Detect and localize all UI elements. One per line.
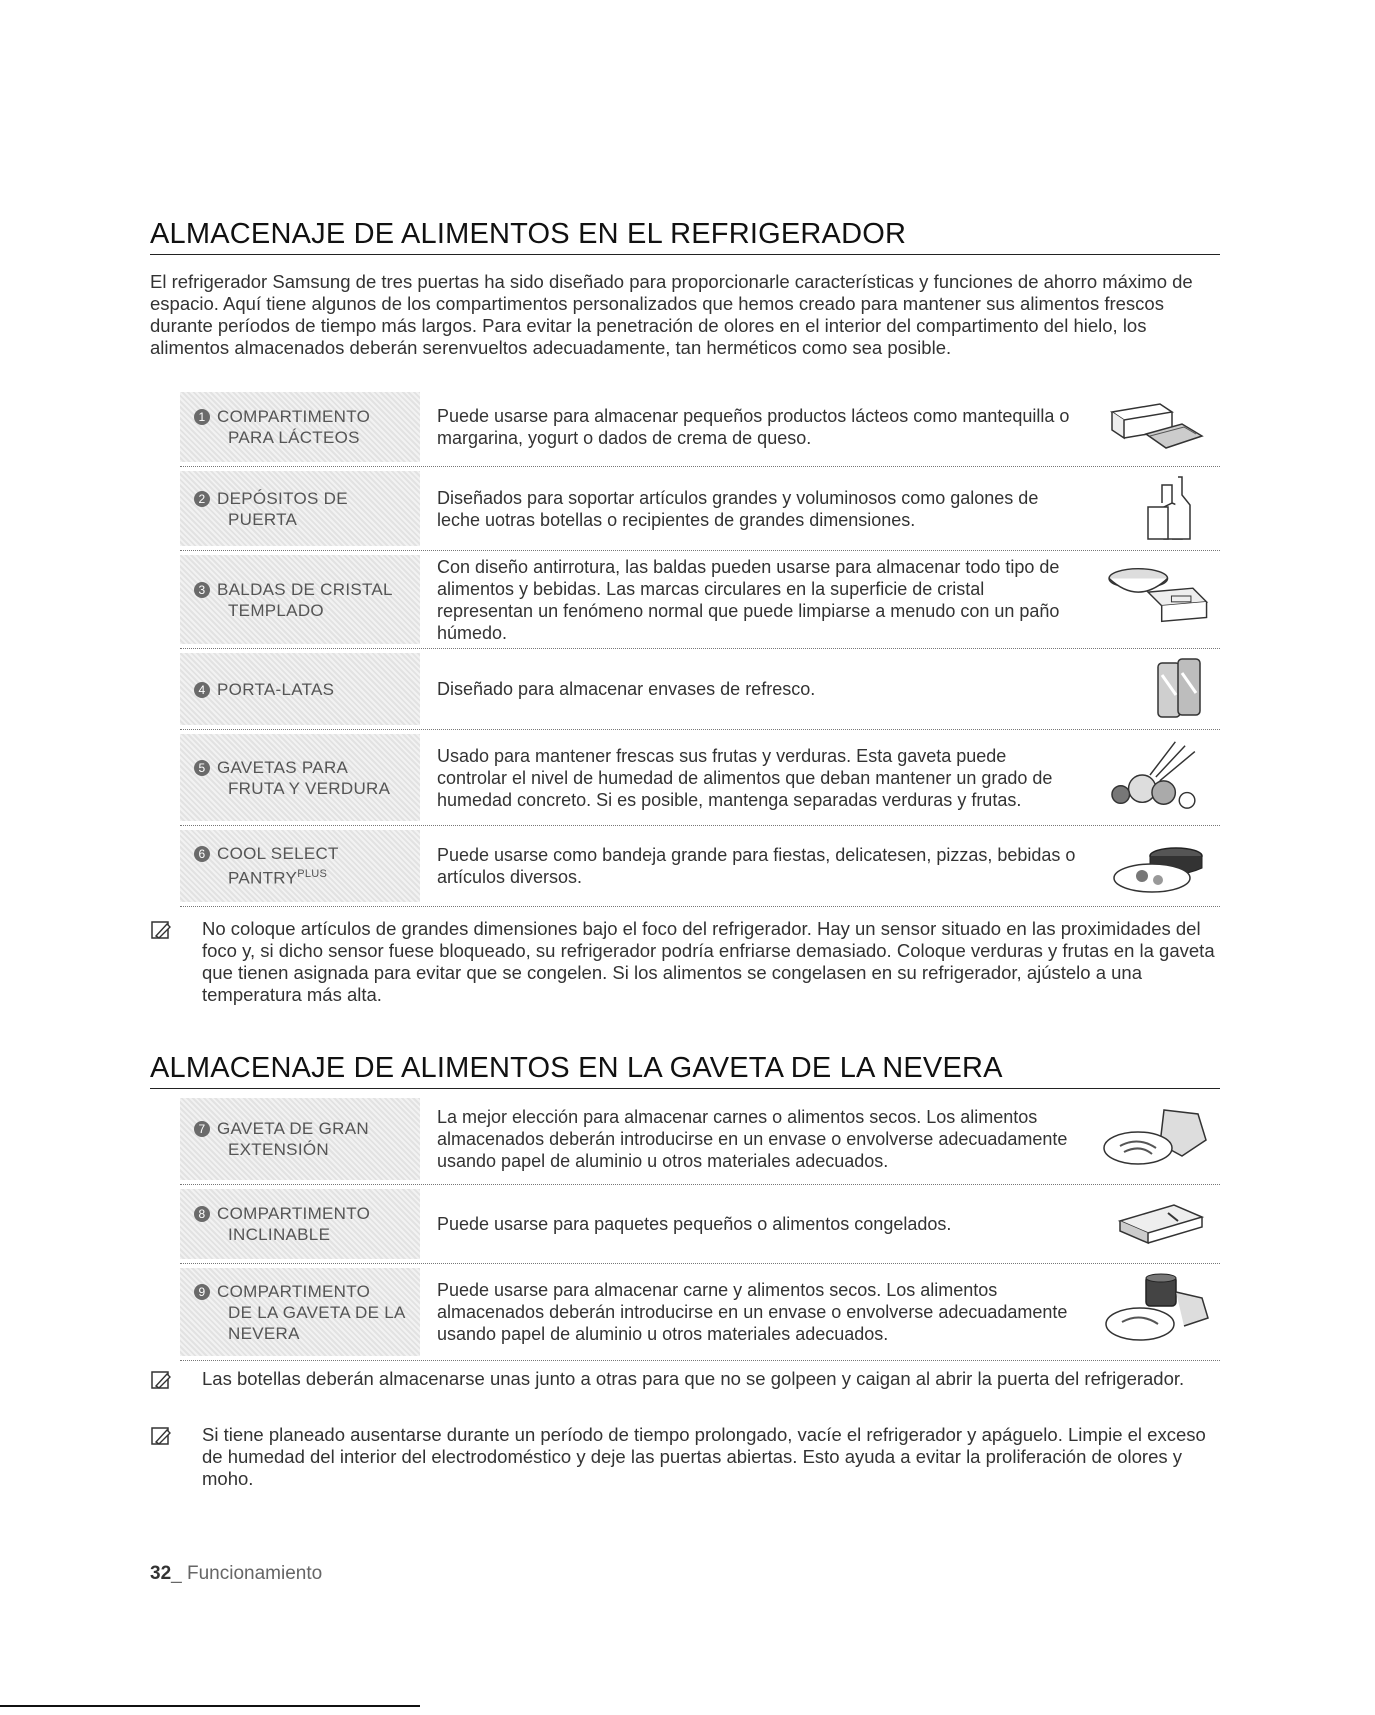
number-badge: 1 (194, 409, 210, 425)
label-line: COMPARTIMENTO (217, 1281, 371, 1301)
note-pencil-icon (150, 1426, 172, 1448)
meat-plate-icon (1090, 1100, 1210, 1180)
milk-bottle-icon (1090, 473, 1210, 541)
number-badge: 8 (194, 1206, 210, 1222)
label-line: COMPARTIMENTO (217, 407, 371, 426)
row-label (180, 830, 420, 902)
soda-cans-icon (1090, 655, 1210, 723)
note-text: No coloque artículos de grandes dimensiones bajo el foco del refrigerador. Hay un sensor situado en las proximidades del foco y, si dicho sensor fuese bloqueado, su refrigerador podría enfriarse demasiado. Coloque verduras y frutas en la gaveta que tienen asignada para evitar que se congelen. Si los alimentos se congelasen en su refrigerador, ajústelo a una temperatura más alta. (202, 918, 1215, 1005)
row-label (180, 1098, 420, 1180)
number-badge: 6 (194, 846, 210, 862)
label-line: DE LA GAVETA DE LA (228, 1302, 406, 1322)
table-row (180, 1185, 1220, 1264)
label-line: TEMPLADO (228, 600, 324, 620)
frozen-package-icon (1090, 1191, 1210, 1259)
butter-dish-icon (1090, 394, 1210, 462)
row-description: Diseñado para almacenar envases de refresco. (437, 679, 816, 699)
number-badge: 2 (194, 491, 210, 507)
note-text: Las botellas deberán almacenarse unas junto a otras para que no se golpeen y caigan al abrir la puerta del refrigerador. (202, 1368, 1185, 1389)
table-row (180, 1264, 1220, 1361)
section-title: ALMACENAJE DE ALIMENTOS EN LA GAVETA DE LA NEVERA (150, 1052, 1220, 1089)
page-number: 32 (150, 1563, 172, 1584)
deli-jar-icon (1090, 1270, 1210, 1350)
label-line: PARA LÁCTEOS (228, 428, 360, 447)
note-text: Si tiene planeado ausentarse durante un período de tiempo prolongado, vacíe el refrigerador y apáguelo. Limpie el exceso de humedad del interior del electrodoméstico y deje las puertas abiertas. Esto ayuda a evitar la proliferación de olores y moho. (202, 1424, 1206, 1489)
note-block (150, 918, 1220, 1006)
salad-bowl-icon (1090, 557, 1210, 635)
label-line: PORTA-LATAS (217, 679, 335, 699)
label-line: NEVERA (228, 1323, 300, 1343)
note-block (150, 1424, 1220, 1490)
table-row (180, 826, 1220, 907)
label-line: GAVETA DE GRAN (217, 1119, 369, 1138)
row-label (180, 555, 420, 644)
vegetables-icon (1090, 736, 1210, 814)
row-description: La mejor elección para almacenar carnes o alimentos secos. Los alimentos almacenados deberán introducirse en un envase o envolverse adecuadamente usando papel de aluminio u otros materiales adecuados. (437, 1107, 1068, 1171)
footer-section: Funcionamiento (181, 1563, 323, 1584)
label-line: BALDAS DE CRISTAL (217, 579, 393, 599)
intro-paragraph: El refrigerador Samsung de tres puertas ha sido diseñado para proporcionarle características y funciones de ahorro máximo de espacio. Aquí tiene algunos de los compartimentos personalizados que hemos creado para mantener sus alimentos frescos durante períodos de tiempo más largos. Para evitar la penetración de olores en el interior del compartimento del hielo, los alimentos almacenados deberán serenvueltos adecuadamente, tan herméticos como sea posible. (150, 271, 1193, 358)
label-line: DEPÓSITOS DE (217, 488, 348, 508)
row-label (180, 1268, 420, 1356)
row-description: Puede usarse para almacenar pequeños productos lácteos como mantequilla o margarina, yogurt o dados de crema de queso. (437, 406, 1070, 448)
label-line: INCLINABLE (228, 1225, 331, 1244)
section-freezer-drawer (150, 1052, 1220, 1489)
table-row (180, 1094, 1220, 1185)
label-line: EXTENSIÓN (228, 1140, 329, 1159)
table-row (180, 388, 1220, 467)
number-badge: 9 (194, 1284, 210, 1300)
table-row (180, 551, 1220, 649)
compartment-table (180, 388, 1220, 907)
note-pencil-icon (150, 920, 172, 942)
number-badge: 5 (194, 760, 210, 776)
table-row (180, 467, 1220, 551)
note-block (150, 1368, 1220, 1390)
row-description: Puede usarse para almacenar carne y alimentos secos. Los alimentos almacenados deberán introducirse en un envase o envolverse adecuadamente usando papel de aluminio u otros materiales adecuados. (437, 1280, 1068, 1344)
compartment-table (180, 1094, 1220, 1361)
section-title: ALMACENAJE DE ALIMENTOS EN EL REFRIGERADOR (150, 218, 1220, 255)
row-label (180, 653, 420, 725)
row-label (180, 734, 420, 821)
note-pencil-icon (150, 1370, 172, 1392)
number-badge: 7 (194, 1121, 210, 1137)
party-tray-icon (1090, 832, 1210, 900)
row-description: Puede usarse como bandeja grande para fiestas, delicatesen, pizzas, bebidas o artículos diversos. (437, 845, 1076, 887)
row-label (180, 392, 420, 462)
label-line: PANTRY (228, 868, 298, 888)
number-badge: 4 (194, 682, 210, 698)
label-line: FRUTA Y VERDURA (228, 778, 391, 798)
page-footer (150, 1563, 322, 1585)
table-row (180, 649, 1220, 730)
section-refrigerator (150, 218, 1220, 1005)
row-description: Usado para mantener frescas sus frutas y verduras. Esta gaveta puede controlar el nivel de humedad de alimentos que deban mantener un grado de humedad concreto. Si es posible, mantenga separadas verduras y frutas. (437, 745, 1053, 810)
table-row (180, 730, 1220, 826)
label-line: PUERTA (228, 509, 298, 529)
label-line: GAVETAS PARA (217, 757, 349, 777)
footer-separator: _ (171, 1563, 182, 1584)
row-label (180, 471, 420, 546)
label-line: COMPARTIMENTO (217, 1204, 371, 1223)
row-label (180, 1189, 420, 1259)
scan-edge-line (0, 1705, 420, 1707)
row-description: Con diseño antirrotura, las baldas pueden usarse para almacenar todo tipo de alimentos y bebidas. Las marcas circulares en la superficie de cristal representan un fenómeno normal que puede limpiarse a menudo con un paño húmedo. (437, 556, 1060, 643)
number-badge: 3 (194, 582, 210, 598)
plus-superscript: PLUS (297, 868, 328, 881)
row-description: Puede usarse para paquetes pequeños o alimentos congelados. (437, 1214, 952, 1234)
row-description: Diseñados para soportar artículos grandes y voluminosos como galones de leche uotras botellas o recipientes de grandes dimensiones. (437, 487, 1039, 530)
label-line: COOL SELECT (217, 844, 339, 864)
